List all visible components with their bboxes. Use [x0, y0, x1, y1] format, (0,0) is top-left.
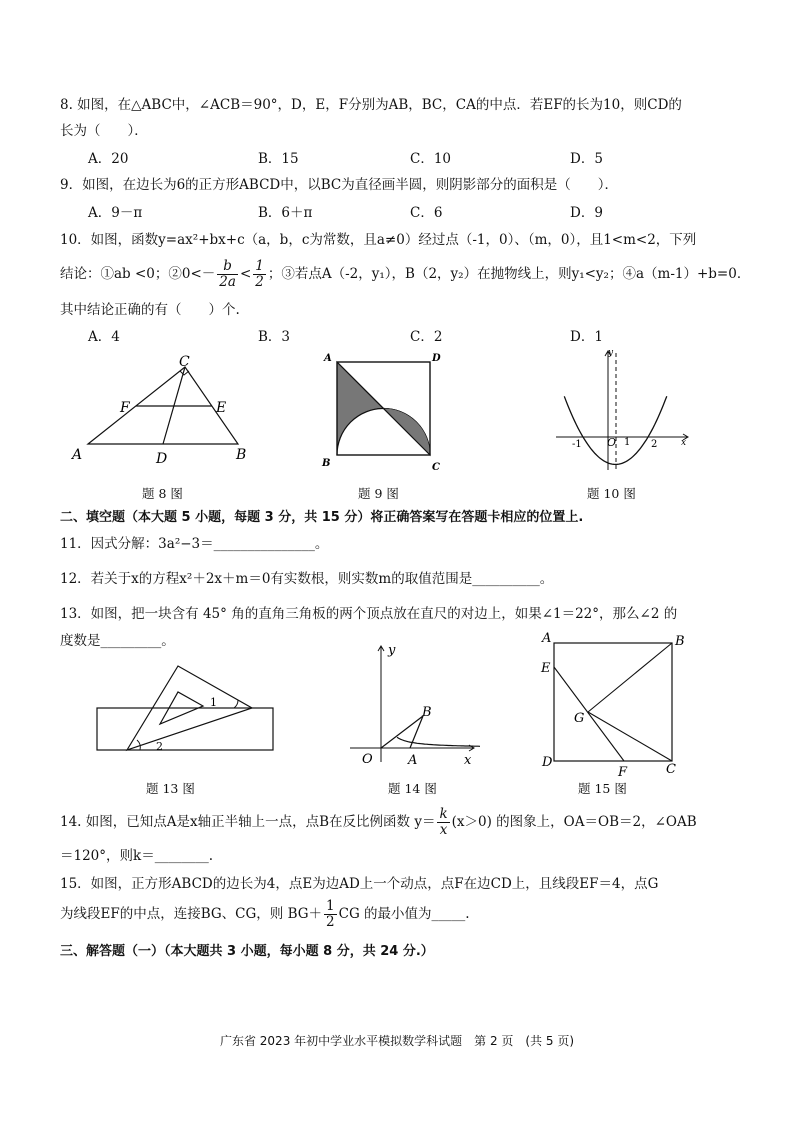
- label-g: G: [574, 711, 585, 726]
- frac-numerator: 1: [326, 897, 335, 914]
- label-d: D: [542, 755, 553, 770]
- q15-line2-start: 为线段EF的中点，连接BG、CG，则 BG＋: [60, 906, 323, 922]
- q8-text-line2: 长为（ ）．: [60, 123, 148, 139]
- label-c: C: [432, 462, 440, 473]
- frac-denominator: x: [439, 821, 448, 838]
- label-d: D: [156, 451, 168, 467]
- right-angle-mark: [180, 371, 189, 375]
- q10-fraction-b-over-2a: [217, 259, 238, 290]
- figure-13-ruler-triangle: [92, 660, 282, 760]
- figure-8-caption: 题 8 图: [142, 486, 183, 501]
- q10-line2-end: ；③若点A（-2，y₁），B（2，y₂）在抛物线上，则y₁<y₂；④a（m-1）+b=0．: [267, 266, 751, 282]
- q12-text: 12．若关于x的方程x²＋2x＋m＝0有实数根，则实数m的取值范围是__________。: [60, 571, 554, 587]
- figure-13-caption: 题 13 图: [146, 781, 195, 796]
- label-a: A: [324, 353, 332, 364]
- label-b: B: [236, 447, 247, 463]
- label-e: E: [541, 661, 551, 676]
- figure-15-caption: 题 15 图: [578, 781, 627, 796]
- ruler: [97, 708, 273, 750]
- figure-10-caption: 题 10 图: [587, 486, 636, 501]
- page-footer: 广东省 2023 年初中学业水平模拟数学科试题 第 2 页 (共 5 页): [219, 1034, 575, 1048]
- q15-text-line2: [60, 898, 470, 930]
- label-b: B: [422, 705, 432, 720]
- q14-line1-end: (x＞0) 的图象上，OA＝OB＝2，∠OAB: [451, 814, 697, 830]
- label-origin: O: [607, 436, 617, 449]
- label-one: 1: [624, 437, 631, 448]
- section-2-heading: 二、填空题（本大题 5 小题，每题 3 分，共 15 分）将正确答案写在答题卡相应的位置上.: [60, 510, 584, 525]
- frac-denominator: 2: [255, 273, 264, 290]
- q15-fraction-one-half: [324, 899, 337, 930]
- q9-option-b: B．6＋π: [258, 205, 313, 221]
- q8-option-d: D．5: [570, 151, 603, 167]
- label-two: 2: [651, 439, 658, 450]
- angle-2-arc: [137, 740, 140, 750]
- figure-14-inverse-function: [350, 640, 480, 770]
- label-x: x: [681, 438, 687, 448]
- q9-option-d: D．9: [570, 205, 603, 221]
- section-3-heading: 三、解答题（一）（本大题共 3 小题，每小题 8 分，共 24 分.）: [60, 944, 434, 959]
- label-b: B: [675, 634, 685, 649]
- q13-text-line2: 度数是_________。: [60, 633, 175, 649]
- label-e: E: [216, 400, 227, 416]
- q9-option-c: C．6: [410, 205, 443, 221]
- q10-option-b: B．3: [258, 329, 291, 345]
- label-o: O: [362, 752, 373, 767]
- label-angle-2: 2: [156, 740, 163, 753]
- figure-10-parabola: [548, 345, 698, 475]
- figure-14-caption: 题 14 图: [388, 781, 437, 796]
- q13-text-line1: 13．如图，把一块含有 45° 角的直角三角板的两个顶点放在直尺的对边上，如果∠1＝22°，那么∠2 的: [60, 606, 678, 622]
- label-f: F: [618, 765, 628, 780]
- q8-text-line1: 8. 如图，在△ABC中，∠ACB＝90°，D，E，F分别为AB，BC，CA的中点．若EF的长为10，则CD的: [60, 97, 682, 113]
- label-a: A: [408, 753, 418, 768]
- frac-numerator: k: [439, 805, 448, 822]
- segment-gc: [588, 712, 672, 761]
- q14-line1-start: 14. 如图，已知点A是x轴正半轴上一点，点B在反比例函数 y＝: [60, 814, 436, 830]
- frac-denominator: 2: [326, 913, 335, 930]
- frac-numerator: 1: [255, 257, 264, 274]
- frac-denominator: 2a: [219, 273, 236, 290]
- q8-option-a: A．20: [88, 151, 129, 167]
- q15-text-line1: 15．如图，正方形ABCD的边长为4，点E为边AD上一个动点，点F在边CD上，且线段EF＝4，点G: [60, 876, 659, 892]
- label-y: y: [388, 643, 396, 658]
- q11-text: 11．因式分解：3a²−3＝_______________。: [60, 536, 329, 552]
- q8-option-c: C．10: [410, 151, 452, 167]
- label-b: B: [322, 458, 331, 469]
- label-c: C: [179, 355, 190, 370]
- q9-text: 9．如图，在边长为6的正方形ABCD中，以BC为直径画半圆，则阴影部分的面积是（ ）．: [60, 177, 619, 193]
- q14-fraction-k-over-x: [437, 807, 449, 838]
- label-c: C: [666, 762, 676, 777]
- q15-line2-end: CG 的最小值为_____.: [338, 906, 470, 922]
- label-a: A: [542, 631, 552, 646]
- segment-bg: [588, 643, 672, 712]
- frac-numerator: b: [217, 259, 238, 275]
- figure-15-square: [538, 630, 698, 780]
- segment-ef: [554, 667, 624, 761]
- label-minus-one: -1: [572, 439, 582, 450]
- q10-option-c: C．2: [410, 329, 443, 345]
- figure-9-square: [318, 348, 448, 478]
- label-x: x: [464, 753, 472, 768]
- square-abcd: [554, 643, 672, 761]
- figure-9-caption: 题 9 图: [358, 486, 399, 501]
- q14-text-line2: ＝120°，则k＝________.: [60, 848, 213, 864]
- q10-fraction-one-half: [253, 259, 266, 290]
- label-angle-1: 1: [210, 696, 217, 709]
- q10-option-d: D．1: [570, 329, 603, 345]
- label-a: A: [72, 447, 83, 463]
- label-f: F: [120, 400, 130, 416]
- hyperbola-curve: [397, 737, 480, 746]
- q9-option-a: A．9－π: [88, 205, 143, 221]
- q10-line2-start: 结论：①ab <0；②0<－: [60, 266, 216, 282]
- figure-8-triangle: [60, 355, 280, 470]
- q10-text-line1: 10．如图，函数y=ax²+bx+c（a，b，c为常数，且a≠0）经过点（-1，0）、（m，0），且1<m<2，下列: [60, 232, 697, 248]
- q10-option-a: A．4: [88, 329, 120, 345]
- q14-text-line1: [60, 806, 697, 838]
- label-d: D: [432, 353, 441, 364]
- q10-text-line2: [60, 258, 750, 290]
- q10-less-than: <: [239, 266, 252, 282]
- q8-option-b: B．15: [258, 151, 299, 167]
- label-y: y: [608, 348, 614, 358]
- angle-1-arc: [234, 700, 238, 708]
- q10-text-line3: 其中结论正确的有（ ）个.: [60, 302, 240, 318]
